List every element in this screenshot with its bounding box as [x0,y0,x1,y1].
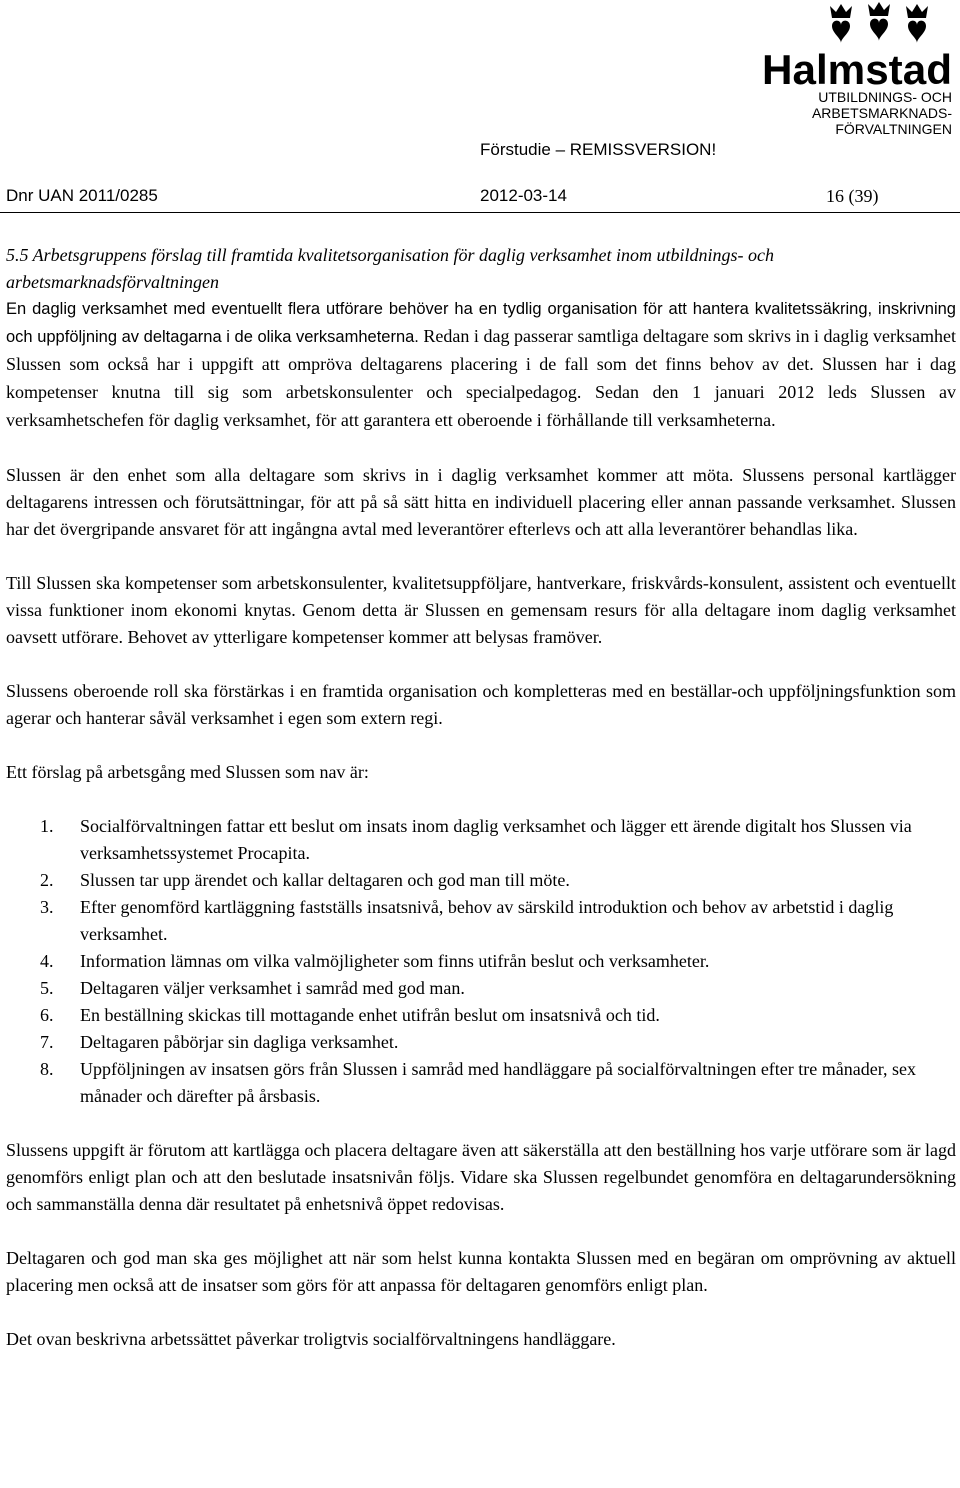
list-intro: Ett förslag på arbetsgång med Slussen som nav är: [6,762,369,782]
org-name-line-3: FÖRVALTNINGEN [835,121,952,137]
org-name-line-2: ARBETSMARKNADS- [811,105,952,121]
workflow-steps-list [6,813,956,1110]
paragraph-6: Deltagaren och god man ska ges möjlighet att när som helst kunna kontakta Slussen med en begäran om omprövning av aktuell placering men också att de insatser som görs för att anpassa för deltagaren genomförs enligt plan. [6,1248,956,1295]
document-subtitle: Förstudie – REMISSVERSION! [480,140,717,159]
paragraph-5: Slussens uppgift är förutom att kartlägga och placera deltagare även att säkerställa att den beställning hos varje utförare som är lagd genomförs enligt plan och att den beslutade insatsnivån följs. Vidare ska Slussen regelbundet genomföra en deltagarundersökning och sammanställa denna där resultatet på enhetsnivå öppet redovisas. [6,1140,956,1214]
list-item: 4. Information lämnas om vilka valmöjligheter som finns utifrån beslut och verksamheter. [40,951,710,971]
list-item: 3. Efter genomförd kartläggning fastställs insatsnivå, behov av särskild introduktion och behov av arbetstid i daglig verksamhet. [40,897,894,944]
document-number: Dnr UAN 2011/0285 [6,186,158,205]
list-item: 1. Socialförvaltningen fattar ett beslut om insats inom daglig verksamhet och lägger ett ärende digitalt hos Slussen via verksamhetssystemet Procapita. [40,816,912,863]
list-item: 8. Uppföljningen av insatsen görs från Slussen i samråd med handläggare på socialförvaltningen efter tre månader, sex månader och därefter på årsbasis. [40,1059,917,1106]
list-item: 5. Deltagaren väljer verksamhet i samråd med god man. [40,978,465,998]
document-date: 2012-03-14 [480,186,567,205]
paragraph-3: Till Slussen ska kompetenser som arbetskonsulenter, kvalitetsuppföljare, hantverkare, friskvårds-konsulent, assistent och eventuellt vissa funktioner inom ekonomi knytas. Genom detta är Slussen en gemensam resurs för alla deltagare inom daglig verksamhet oavsett utförare. Behovet av ytterligare kompetenser kommer att belysas framöver. [6,573,956,647]
halmstad-logo [760,2,956,92]
paragraph-7: Det ovan beskrivna arbetssättet påverkar troligtvis socialförvaltningens handläggare. [6,1329,616,1349]
org-name-line-1: UTBILDNINGS- OCH [818,89,952,105]
logo-wordmark: Halmstad [762,46,952,92]
list-item: 7. Deltagaren påbörjar sin dagliga verksamhet. [40,1032,399,1052]
header-divider [0,212,960,213]
page-number: 16 (39) [826,186,879,206]
list-item: 2. Slussen tar upp ärendet och kallar deltagaren och god man till möte. [40,870,570,890]
document-body [6,242,956,1353]
paragraph-2: Slussen är den enhet som alla deltagare som skrivs in i daglig verksamhet kommer att möta. Slussens personal kartlägger deltagarens intressen och förutsättningar, för att på så sätt hitta en individuell placering eller annan passande verksamhet. Slussen har det övergripande ansvaret för att ingångna avtal med leverantörer efterlevs och att alla leverantörer behandlas lika. [6,465,956,539]
list-item: 6. En beställning skickas till mottagande enhet utifrån beslut om insatsnivå och tid. [40,1005,660,1025]
paragraph-4: Slussens oberoende roll ska förstärkas i en framtida organisation och kompletteras med en beställar-och uppföljningsfunktion som agerar och hanterar såväl verksamhet i egen som extern regi. [6,681,956,728]
paragraph-1-sans-text: En daglig verksamhet med eventuellt flera utförare behöver ha en tydlig organisation för att hantera kvalitetssäkring, inskrivning och uppföljning av deltagarna i de olika verksamheterna. [6,300,956,346]
paragraph-1-serif-text: Redan i dag passerar samtliga deltagare som skrivs in i daglig verksamhet Slussen som också har i uppgift att ompröva deltagarens placering i de fall som det finns behov av det. Slussen har i dag kompetenser knutna till sig som arbetskonsulenter och specialpedagog. Sedan den 1 januari 2012 leds Slussen av verksamhetschefen för daglig verksamhet, för att garantera ett oberoende i förhållande till verksamheterna. [6,326,956,430]
section-heading: 5.5 Arbetsgruppens förslag till framtida kvalitetsorganisation för daglig verksamhet inom utbildnings- och arbetsmarknadsförvaltningen [6,245,774,292]
paragraph-1 [6,296,956,435]
